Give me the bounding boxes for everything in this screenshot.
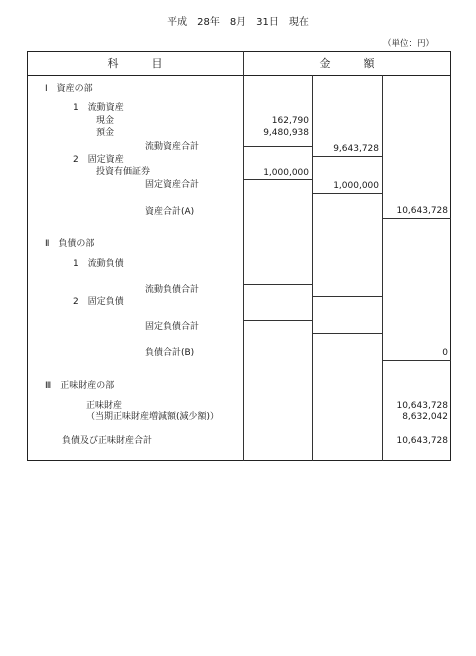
net-assets-label: 正味財産 [86,401,123,411]
rule-fixed-liabilities-total [312,333,382,334]
header-subject: 科 目 [107,57,163,70]
net-assets-heading: Ⅲ 正味財産の部 [45,381,115,391]
unit-label: （単位：円） [382,39,434,49]
current-liabilities-total-label: 流動負債合計 [145,285,200,295]
fixed-liabilities-total-label: 固定負債合計 [145,322,200,332]
assets-total-value: 10,643,728 [396,206,448,216]
assets-total-label: 資産合計(A) [145,207,195,217]
liabilities-total-value: 0 [442,348,448,358]
header-amount: 金 額 [319,57,375,70]
fixed-assets-label: 2 固定資産 [73,155,124,165]
net-assets-value: 10,643,728 [396,401,448,411]
rule-current-liabilities-total [312,296,382,297]
securities-label: 投資有価証券 [96,167,151,177]
rule-assets-total [382,218,451,219]
deposits-value: 9,480,938 [263,128,309,138]
header-separator [27,75,451,76]
current-assets-label: 1 流動資産 [73,103,124,113]
deposits-label: 預金 [96,128,115,138]
rule-deposits [243,146,312,147]
grand-total-value: 10,643,728 [396,436,448,446]
current-liabilities-label: 1 流動負債 [73,259,124,269]
assets-heading: Ⅰ 資産の部 [45,84,93,94]
column-divider-1 [312,75,313,461]
current-assets-total-label: 流動資産合計 [145,142,200,152]
document-title: 平成 28年 8月 31日 現在 [167,17,309,28]
grand-total-label: 負債及び正味財産合計 [62,436,153,446]
rule-current-liabilities [243,284,312,285]
rule-liabilities-total [382,360,451,361]
rule-current-assets-total [312,156,382,157]
net-change-label: （当期正味財産増減額(減少額)） [86,412,220,422]
net-change-value: 8,632,042 [402,412,448,422]
liabilities-heading: Ⅱ 負債の部 [45,239,95,249]
rule-securities [243,179,312,180]
rule-fixed-assets-total [312,193,382,194]
current-assets-total-value: 9,643,728 [333,144,379,154]
securities-value: 1,000,000 [263,168,309,178]
liabilities-total-label: 負債合計(B) [145,348,195,358]
fixed-liabilities-label: 2 固定負債 [73,297,124,307]
rule-fixed-liabilities [243,320,312,321]
cash-value: 162,790 [271,116,309,126]
column-divider-subject [243,51,244,461]
cash-label: 現金 [96,116,115,126]
fixed-assets-total-label: 固定資産合計 [145,180,200,190]
fixed-assets-total-value: 1,000,000 [333,181,379,191]
